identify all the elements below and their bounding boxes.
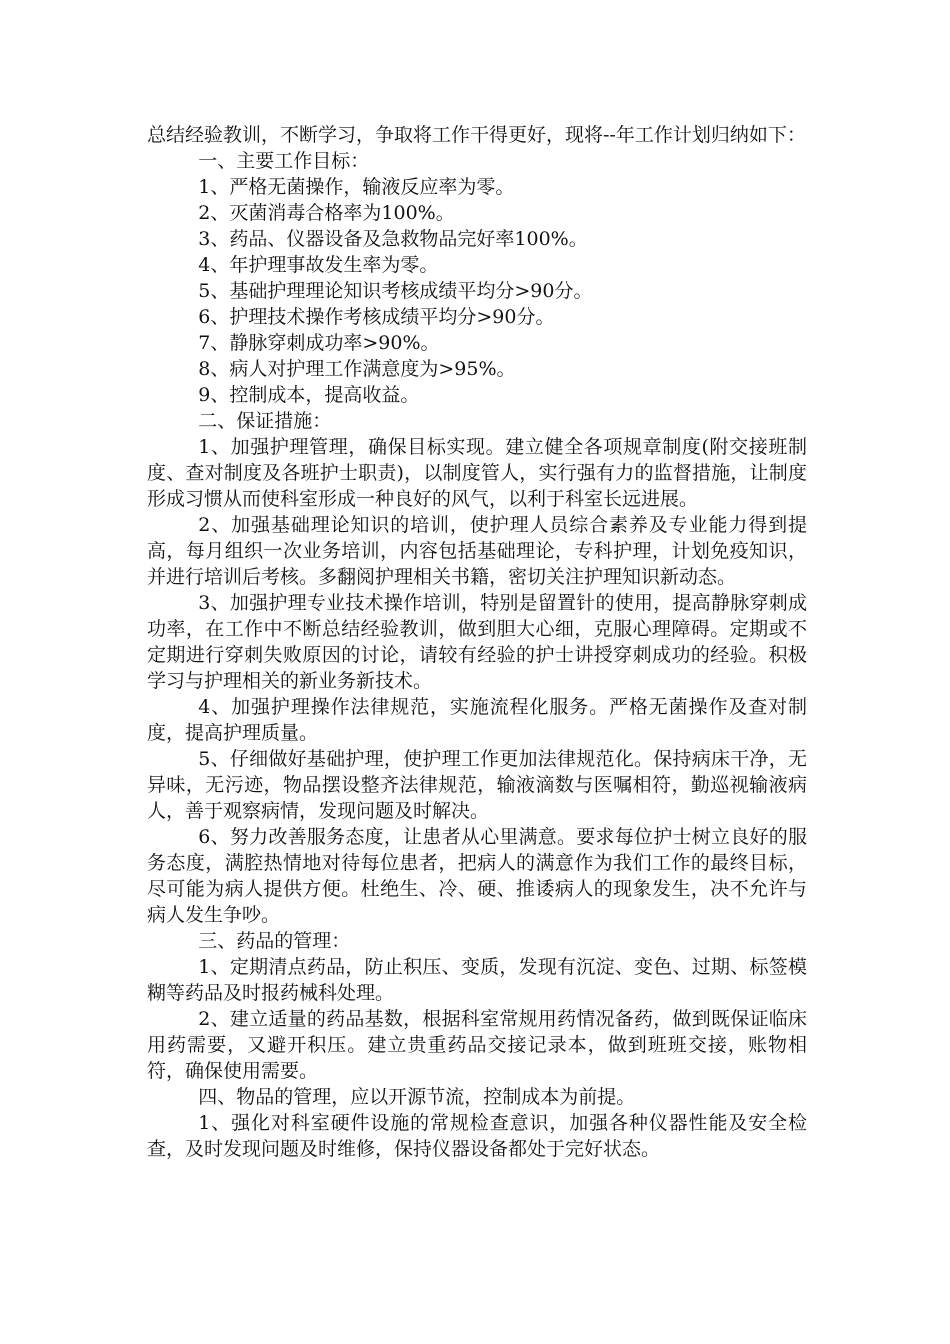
section-heading-measures: 二、保证措施： [198, 410, 332, 432]
measure-paragraph: 1、加强护理管理，确保目标实现。建立健全各项规章制度(附交接班制度、查对制度及各班护士职责)，以制度管人，实行强有力的监督措施，让制度形成习惯从而使科室形成一种良好的风气，以利于科室长远进展。 [147, 436, 807, 510]
goal-item: 9、控制成本，提高收益。 [198, 384, 420, 406]
goal-item: 1、严格无菌操作，输液反应率为零。 [198, 176, 515, 198]
goal-item: 8、病人对护理工作满意度为>95%。 [198, 358, 516, 380]
goal-item: 3、药品、仪器设备及急救物品完好率100%。 [198, 228, 588, 250]
section-heading-drugs: 三、药品的管理： [198, 930, 351, 952]
measure-paragraph: 6、努力改善服务态度，让患者从心里满意。要求每位护士树立良好的服务态度，满腔热情地对待每位患者，把病人的满意作为我们工作的最终目标，尽可能为病人提供方便。杜绝生、冷、硬、推诿病人的现象发生，决不允许与病人发生争吵。 [147, 826, 807, 926]
section-heading-supplies: 四、物品的管理，应以开源节流，控制成本为前提。 [198, 1086, 636, 1108]
document-body [147, 122, 807, 1162]
paragraph-intro: 总结经验教训，不断学习，争取将工作干得更好，现将--年工作计划归纳如下： [147, 124, 806, 146]
goal-item: 5、基础护理理论知识考核成绩平均分>90分。 [198, 280, 593, 302]
goal-item: 4、年护理事故发生率为零。 [198, 254, 439, 276]
measure-paragraph: 2、加强基础理论知识的培训，使护理人员综合素养及专业能力得到提高，每月组织一次业务培训，内容包括基础理论，专科护理，计划免疫知识，并进行培训后考核。多翻阅护理相关书籍，密切关注护理知识新动态。 [147, 514, 807, 588]
goal-item: 2、灭菌消毒合格率为100%。 [198, 202, 455, 224]
goal-item: 6、护理技术操作考核成绩平均分>90分。 [198, 306, 555, 328]
drug-paragraph: 2、建立适量的药品基数，根据科室常规用药情况备药，做到既保证临床用药需要，又避开积压。建立贵重药品交接记录本，做到班班交接，账物相符，确保使用需要。 [147, 1008, 807, 1082]
measure-paragraph: 5、仔细做好基础护理，使护理工作更加法律规范化。保持病床干净，无异味，无污迹，物品摆设整齐法律规范，输液滴数与医嘱相符，勤巡视输液病人，善于观察病情，发现问题及时解决。 [147, 748, 807, 822]
supplies-paragraph: 1、强化对科室硬件设施的常规检查意识，加强各种仪器性能及安全检查，及时发现问题及时维修，保持仪器设备都处于完好状态。 [147, 1112, 807, 1160]
section-heading-goals: 一、主要工作目标： [198, 150, 370, 172]
drug-paragraph: 1、定期清点药品，防止积压、变质，发现有沉淀、变色、过期、标签模糊等药品及时报药械科处理。 [147, 956, 807, 1004]
goal-item: 7、静脉穿刺成功率>90%。 [198, 332, 440, 354]
measure-paragraph: 4、加强护理操作法律规范，实施流程化服务。严格无菌操作及查对制度，提高护理质量。 [147, 696, 807, 744]
measure-paragraph: 3、加强护理专业技术操作培训，特别是留置针的使用，提高静脉穿刺成功率，在工作中不断总结经验教训，做到胆大心细，克服心理障碍。定期或不定期进行穿刺失败原因的讨论，请较有经验的护士讲授穿刺成功的经验。积极学习与护理相关的新业务新技术。 [147, 592, 807, 692]
